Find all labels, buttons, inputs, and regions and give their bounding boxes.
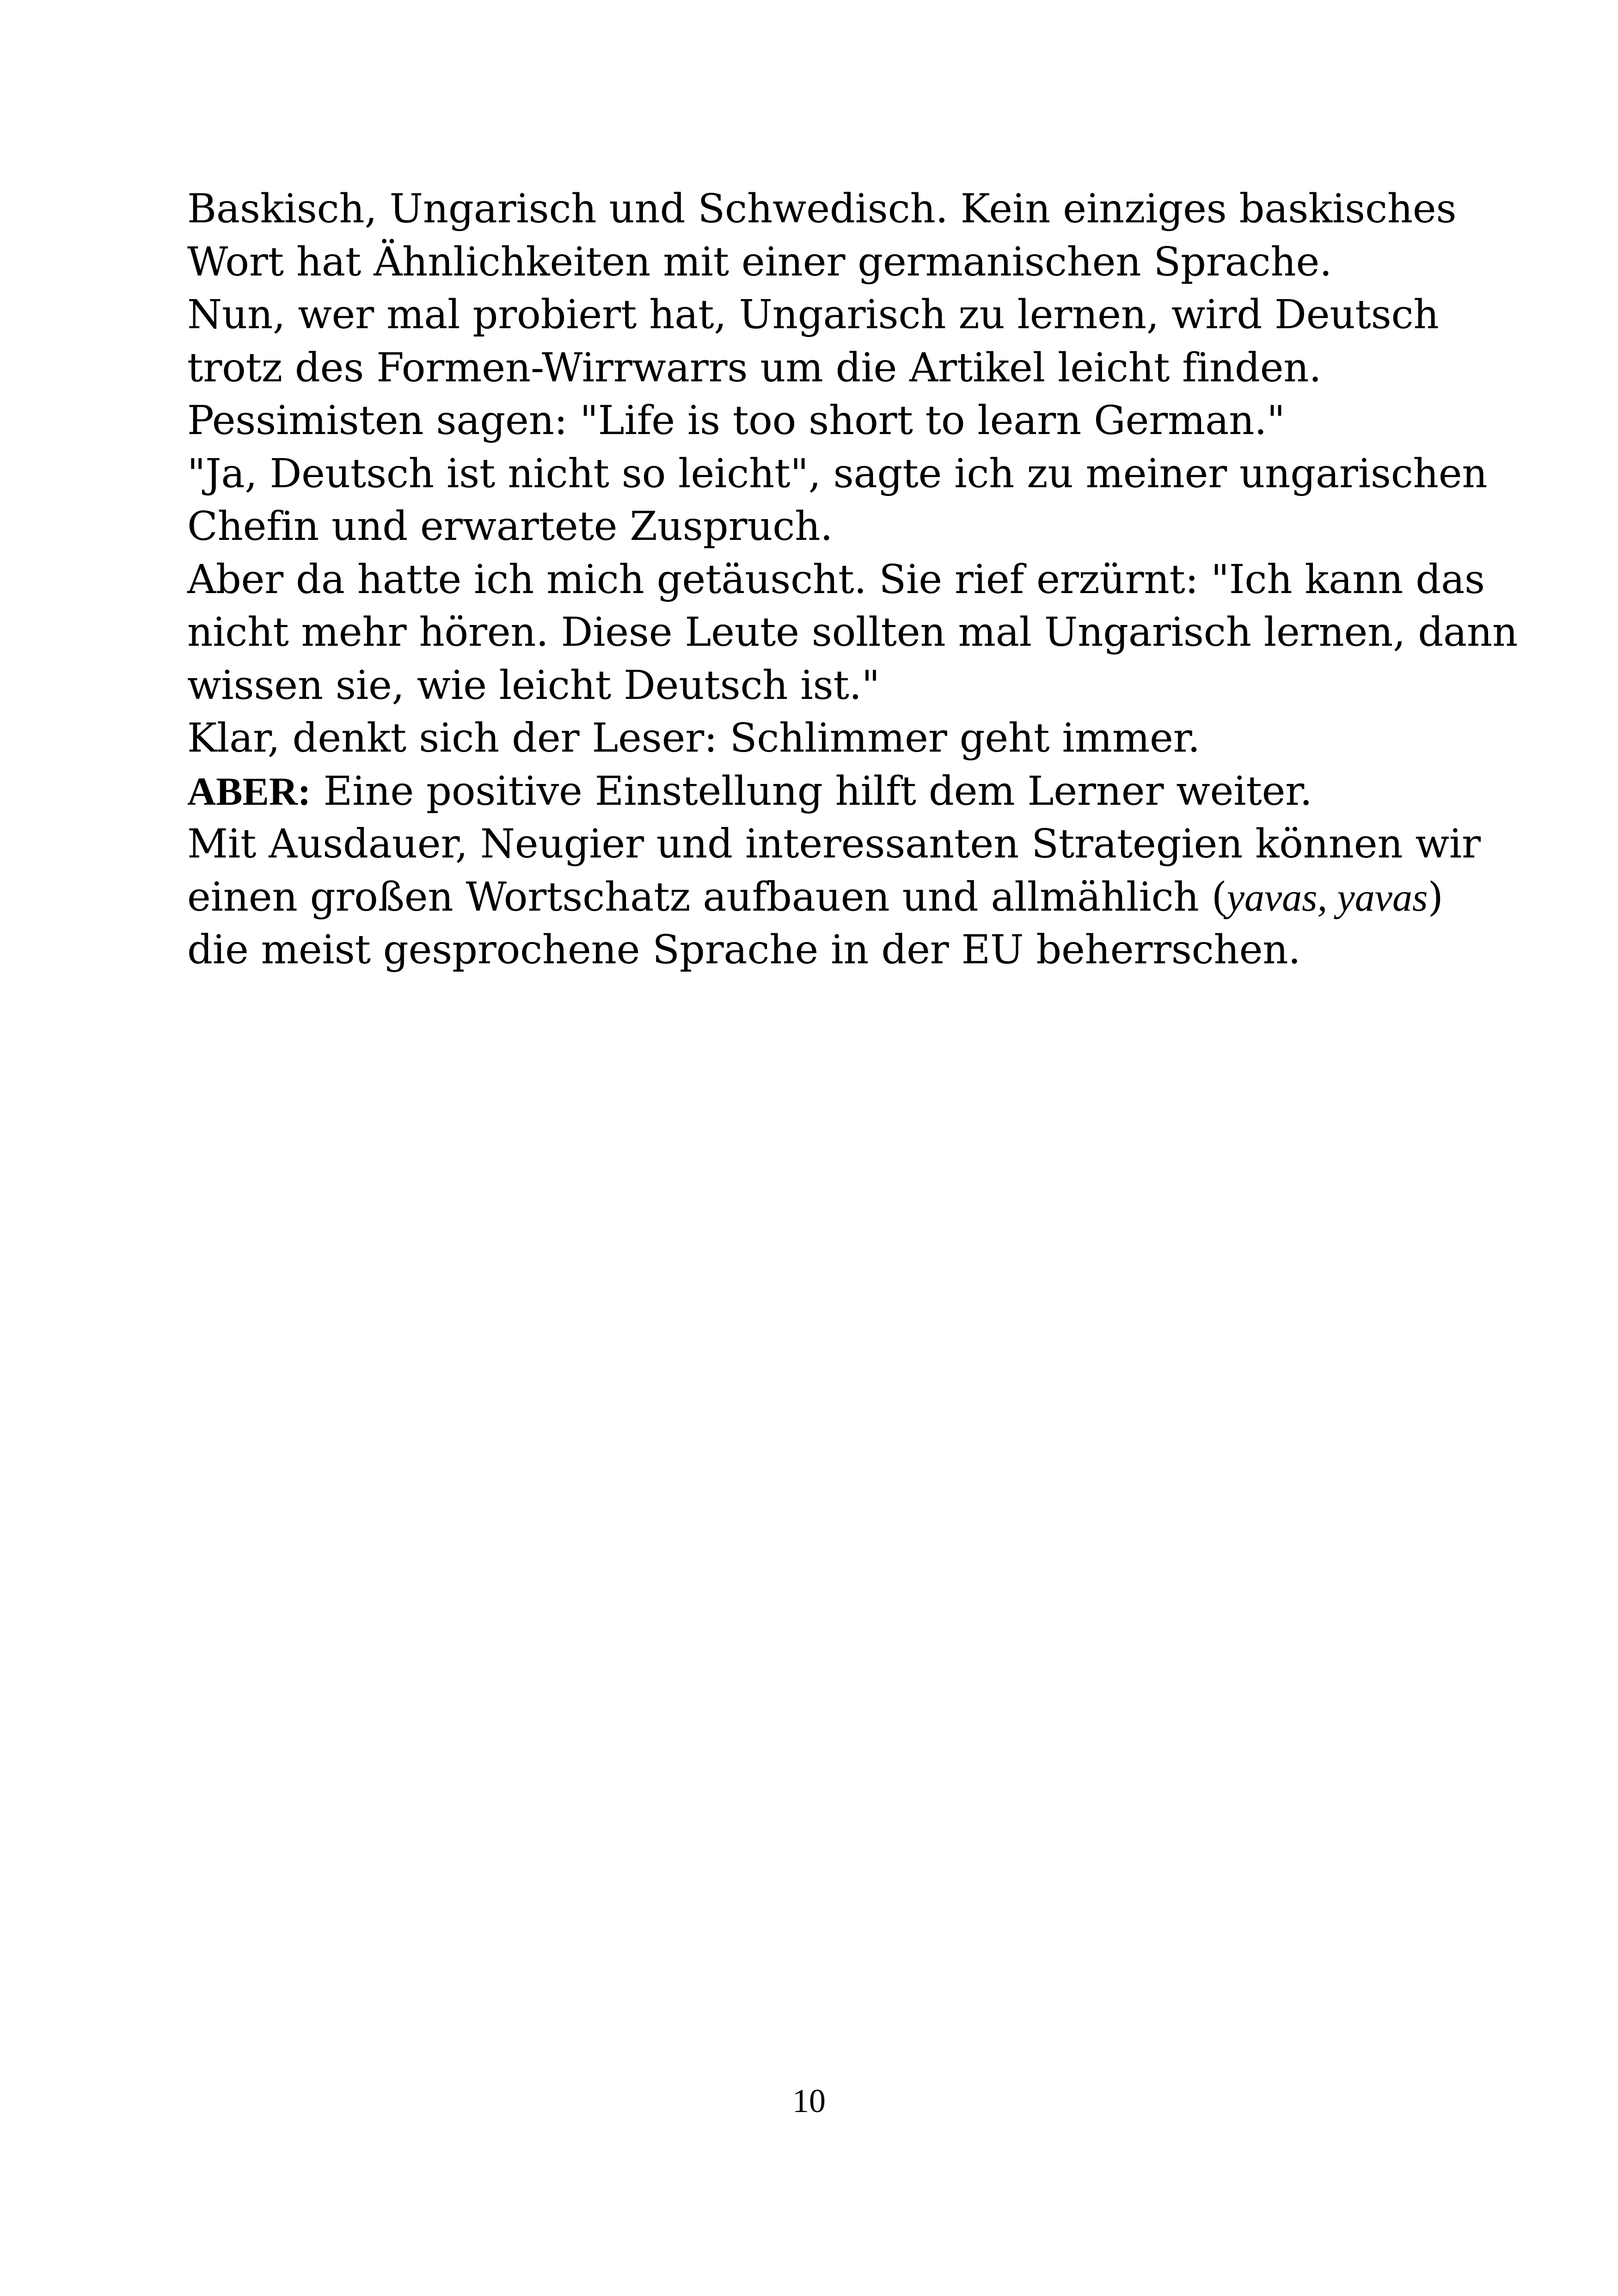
text-line: nicht mehr hören. Diese Leute sollten mal Ungarisch lernen, dann [187,609,1518,655]
aber-bold-label: ABER: [187,769,311,814]
text-line: Nun, wer mal probiert hat, Ungarisch zu lernen, wird Deutsch [187,292,1439,338]
aber-line [187,765,1528,818]
text-line: Chefin und erwartete Zuspruch. [187,503,833,550]
yavas-line [187,871,1528,924]
text-line: Wort hat Ähnlichkeiten mit einer germanischen Sprache. [187,239,1332,285]
text-line: trotz des Formen-Wirrwarrs um die Artikel leicht finden. [187,344,1322,391]
yavas-line-after: ) [1428,874,1443,920]
yavas-italic: yavas, yavas [1226,875,1428,919]
text-line: wissen sie, wie leicht Deutsch ist." [187,662,880,709]
text-line: Mit Ausdauer, Neugier und interessanten Strategien können wir [187,821,1481,867]
text-line: Aber da hatte ich mich getäuscht. Sie rief erzürnt: "Ich kann das [187,556,1485,603]
text-line: Baskisch, Ungarisch und Schwedisch. Kein einziges baskisches [187,186,1457,232]
yavas-line-before: einen großen Wortschatz aufbauen und allmählich ( [187,874,1227,920]
aber-line-rest: Eine positive Einstellung hilft dem Lerner weiter. [311,768,1312,814]
text-line: Klar, denkt sich der Leser: Schlimmer geht immer. [187,715,1201,761]
text-line: Pessimisten sagen: "Life is too short to learn German." [187,398,1285,444]
body-text [187,183,1528,977]
text-line: die meist gesprochene Sprache in der EU beherrschen. [187,927,1301,973]
page-number: 10 [792,2082,826,2119]
text-line: "Ja, Deutsch ist nicht so leicht", sagte ich zu meiner ungarischen [187,450,1488,497]
